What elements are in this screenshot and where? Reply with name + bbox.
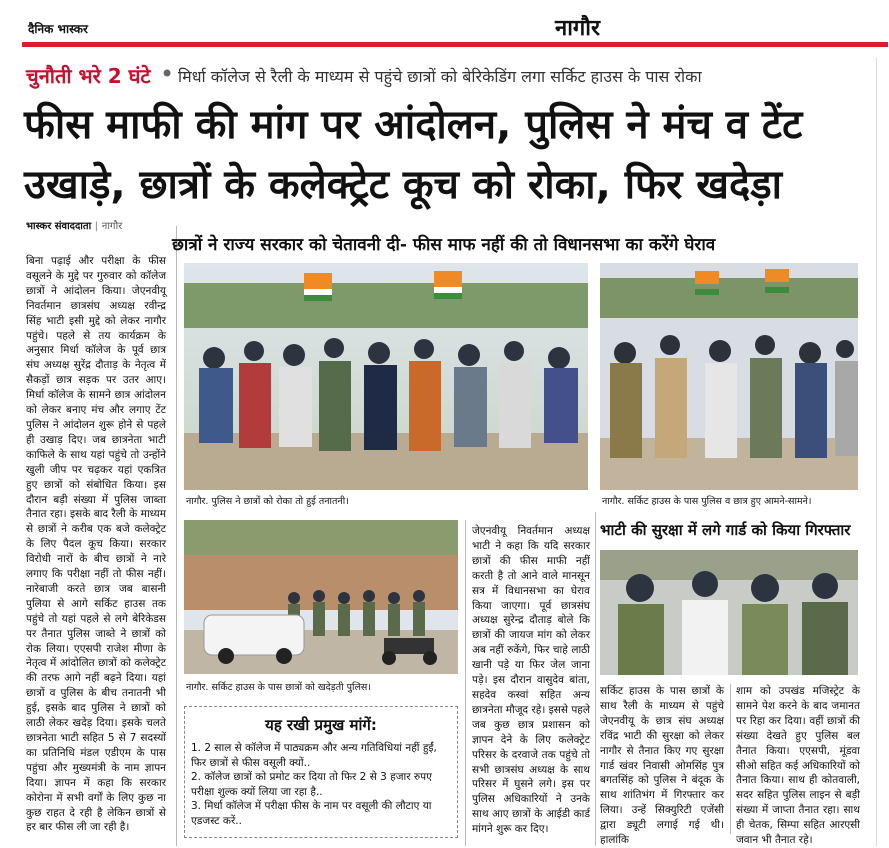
newspaper-brand: दैनिक भास्कर bbox=[28, 22, 88, 36]
sidebar-column-b-text: शाम को उपखंड मजिस्ट्रेट के सामने पेश करने के बाद जमानत पर रिहा कर दिया। वहीं छात्रों की संख्या देखते हुए पुलिस बल तैनात किया। एएसपी, मूंडवा सीओ सहित कई अधिकारियों को तैनात किया। साथ ही कोतवाली, सदर सहित पुलिस लाइन से बड़ी संख्या में जाप्ता तैनात रहा। साथ ही चेतक, सिम्पा सहित आरएसी जवान भी तैनात रहे। bbox=[736, 685, 860, 847]
byline: भास्कर संवाददाता | नागौर bbox=[26, 221, 123, 232]
sidebar-column-b bbox=[736, 684, 860, 847]
sidebar-title: भाटी की सुरक्षा में लगे गार्ड को किया गिरफ्तार bbox=[600, 521, 851, 539]
sidebar-column-a-text: सर्किट हाउस के पास छात्रों के साथ रैली के माध्यम से पहुंचे जेएनवीयू के छात्र संघ अध्यक्ष रविंद्र भाटी की सुरक्षा को लेकर नागौर से तैनात किए गए सुरक्षा गार्ड खंवर निवासी ओमसिंह पुत्र बगतसिंह को पुलिस ने बंदूक के साथ शांतिभंग में गिरफ्तार कर लिया। उन्हें सिक्युरिटी एजेंसी द्वारा ड्यूटी लगाई गई थी। हालांकि bbox=[600, 685, 724, 847]
subheadline: छात्रों ने राज्य सरकार को चेतावनी दी- फीस माफ नहीं की तो विधानसभा का करेंगे घेराव bbox=[172, 235, 716, 255]
edition-city: नागौर bbox=[555, 16, 600, 41]
headline-line-1: फीस माफी की मांग पर आंदोलन, पुलिस ने मंच व टेंट bbox=[24, 102, 803, 148]
demand-item: 3. मिर्धा कॉलेज में परीक्षा फीस के नाम पर वसूली की लौटाए या एडजस्ट करें.. bbox=[191, 800, 432, 827]
article-column-1 bbox=[26, 254, 166, 844]
column-divider bbox=[595, 512, 596, 846]
photo-police-chasing bbox=[184, 520, 458, 674]
byline-reporter: भास्कर संवाददाता bbox=[26, 221, 92, 232]
face-off-photo-graphic bbox=[600, 263, 858, 490]
article-column-2-text: जेएनवीयू निवर्तमान अध्यक्ष भाटी ने कहा कि यदि सरकार छात्रों की फीस माफी नहीं करती है तो आने वाले मानसून सत्र में विधानसभा का घेराव किया जाएगा। पूर्व छात्रसंघ अध्यक्ष सुरेन्द्र दौताड़ बोले कि छात्रों की जायज मांग को लेकर अब नहीं रुकेंगे, फिर चाहे लाठी खानी पड़े या फिर जेल जाना पड़े। इस दौरान वासुदेव बांता, सहदेव कस्वां सहित अन्य छात्रनेता मौजूद रहे। इससे पहले जब कुछ छात्र प्रशासन को ज्ञापन देने के लिए कलेक्ट्रेट परिसर के दरवाजे तक पहुंचे तो सभी छात्रसंघ अध्यक्ष के साथ परिसर में घुसने लगे। इस पर पुलिस अधिकारियों ने उनके साथ आए छात्रों के आईडी कार्ड मांगने शुरू कर दिए। bbox=[472, 525, 590, 836]
arrest-photo-graphic bbox=[600, 550, 858, 675]
article-column-2 bbox=[472, 524, 590, 836]
masthead-rule bbox=[22, 42, 888, 47]
chase-photo-graphic bbox=[184, 520, 458, 674]
demands-title: यह रखी प्रमुख मांगें: bbox=[265, 716, 377, 734]
kicker-separator: • bbox=[160, 60, 175, 88]
headline-line-2: उखाड़े, छात्रों के कलेक्ट्रेट कूच को रोका, फिर खदेड़ा bbox=[24, 162, 782, 208]
adjacent-page-edge bbox=[876, 58, 889, 846]
kicker-label: चुनौती भरे 2 घंटे bbox=[26, 64, 151, 88]
sidebar-column-a bbox=[600, 684, 724, 847]
column-divider bbox=[730, 684, 731, 834]
masthead bbox=[0, 0, 888, 46]
byline-place: नागौर bbox=[101, 221, 123, 232]
photo-1-caption: नागौर. पुलिस ने छात्रों को रोका तो हुई तनातनी। bbox=[186, 496, 349, 507]
kicker-text: मिर्धा कॉलेज से रैली के माध्यम से पहुंचे छात्रों को बेरिकेडिंग लगा सर्किट हाउस के पास रोका bbox=[178, 67, 702, 86]
photo-guard-arrest bbox=[600, 550, 858, 675]
photo-2-caption: नागौर. सर्किट हाउस के पास पुलिस व छात्र हुए आमने-सामने। bbox=[602, 496, 812, 507]
article-column-1-text: बिना पढ़ाई और परीक्षा के फीस वसूलने के मुद्दे पर गुरुवार को कॉलेज छात्रों ने आंदोलन किया। जेएनवीयू निवर्तमान छात्रसंघ अध्यक्ष रवीन्द्र सिंह भाटी इसी मुद्दे को लेकर नागौर पहुंचे। पहले से तय कार्यक्रम के अनुसार मिर्धा कॉलेज के पूर्व छात्र संघ अध्यक्ष सुरेंद्र दौताड़ के नेतृत्व में सैकड़ों छात्र सड़क पर उतर आए। मिर्धा कॉलेज के सामने छात्र आंदोलन को लेकर बनाए मंच और लगाए टेंट पुलिस ने आंदोलन शुरू होने से पहले ही उखाड़ दिए। जब छात्रनेता भाटी काफिले के साथ यहां पहुंचे तो उन्होंने खुली जीप पर चढ़कर यहां एकत्रित हुए छात्रों को संबोधित किया। इस दौरान बड़ी संख्या में पुलिस जाब्ता तैनात रहा। इसके बाद रैली के माध्यम से छात्रों ने करीब एक बजे कलेक्ट्रेट के लिए पैदल कूच किया। सरकार विरोधी नारों के बीच छात्रों ने नारे लगाए कि परीक्षा नहीं तो फीस नहीं। नारेबाजी करते छात्र जब बासनी पुलिया से आगे सर्किट हाउस तक पहुंचे तो यहां पहले से लगे बेरिकेडस पर तैनात पुलिस जाब्ते ने छात्रों को रोक लिया। एएसपी राजेश मीणा के नेतृत्व में आंदोलित छात्रों को कलेक्ट्रेट की तरफ आगे नहीं बढ़ने दिया। यहां छात्रों व पुलिस के बीच तनातनी भी हुई, इसके बाद पुलिस ने छात्रों को लाठी लेकर खदेड़ दिया। इसके चलते छात्रनेता भाटी सहित 5 से 7 सदस्यों का प्रतिनिधि मंडल एडीएम के पास पहुंचा और मुख्यमंत्री के नाम ज्ञापन दिया। ज्ञापन में कहा कि सरकार कोरोना में सभी वर्गों के लिए कुछ ना कुछ राहत दे रही है लेकिन छात्रों से हर बार फीस ली जा रही है। bbox=[26, 255, 166, 834]
photo-3-caption: नागौर. सर्किट हाउस के पास छात्रों को खदेड़ती पुलिस। bbox=[186, 682, 371, 693]
crowd-photo-graphic bbox=[184, 263, 588, 490]
photo-students-stopped bbox=[184, 263, 588, 490]
column-divider bbox=[465, 520, 466, 846]
demand-item: 1. 2 साल से कॉलेज में पाठ्यक्रम और अन्य गतिविधियां नहीं हुईं, फिर छात्रों से फीस वसूली क्यों.. bbox=[191, 742, 437, 769]
column-divider bbox=[176, 226, 177, 846]
photo-police-face-off bbox=[600, 263, 858, 490]
demands-box bbox=[184, 706, 458, 838]
demand-item: 2. कॉलेज छात्रों को प्रमोट कर दिया तो फिर 2 से 3 हजार रुपए परीक्षा शुल्क क्यों लिया जा रहा है.. bbox=[191, 771, 432, 798]
